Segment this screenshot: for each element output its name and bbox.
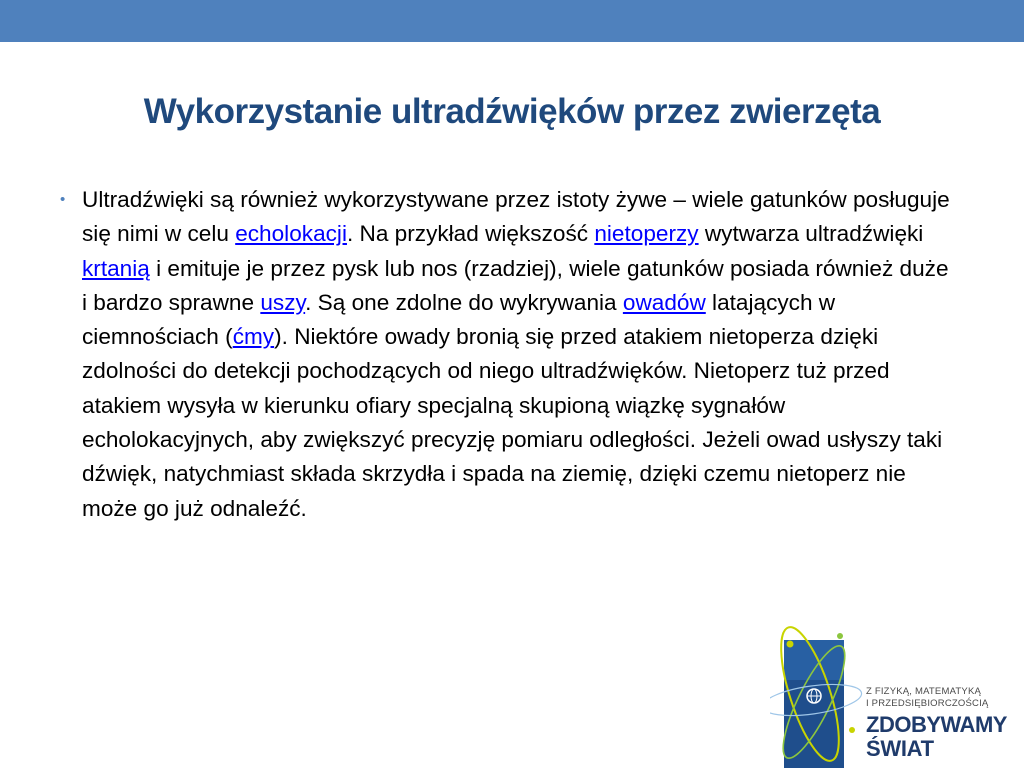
text-segment: ). Niektóre owady bronią się przed atakiem nietoperza dzięki zdolności do detekcji pochodzących od niego ultradźwięków. Nietoperz tuż przed atakiem wysyła w kierunku ofiary specjalną skupioną wiązkę sygnałów echolokacyjnych, aby zwiększyć precyzję pomiaru odległości. Jeżeli owad usłyszy taki dźwięk, natychmiast składa skrzydła i spada na ziemię, dzięki czemu nietoperz nie może go już odnaleźć.: [82, 324, 943, 521]
link-krtania[interactable]: krtanią: [82, 255, 150, 281]
link-nietoperzy[interactable]: nietoperzy: [594, 221, 699, 247]
logo-text-line-1: Z FIZYKĄ, MATEMATYKĄ: [866, 686, 982, 697]
logo-text-line-3: ZDOBYWAMY: [866, 712, 1007, 737]
link-owadow[interactable]: owadów: [622, 289, 706, 315]
link-echolokacji[interactable]: echolokacji: [235, 221, 347, 247]
text-segment: wytwarza ultradźwięki: [698, 221, 924, 247]
text-segment: . Są one zdolne do wykrywania: [305, 289, 623, 315]
project-logo: [770, 622, 1024, 768]
text-segment: latających w ciemnościach (: [82, 289, 836, 350]
link-uszy[interactable]: uszy: [260, 289, 306, 315]
top-bar: [0, 0, 1024, 42]
text-segment: i emituje je przez pysk lub nos (rzadziej), wiele gatunków posiada również duże i bardzo sprawne: [82, 255, 949, 315]
slide-title: Wykorzystanie ultradźwięków przez zwierzęta: [143, 92, 881, 131]
logo-text-line-2: I PRZEDSIĘBIORCZOŚCIĄ: [866, 698, 989, 709]
text-segment: Ultradźwięki są również wykorzystywane przez istoty żywe – wiele gatunków posługuje się nimi w celu: [82, 187, 950, 247]
text-segment: . Na przykład większość: [346, 221, 595, 247]
bullet-item: [60, 183, 950, 526]
link-cmy[interactable]: ćmy: [232, 324, 275, 350]
logo-text-line-4: ŚWIAT: [866, 736, 934, 761]
bullet-icon: •: [60, 191, 66, 208]
bullet-text: [82, 183, 950, 526]
slide-content: [60, 183, 950, 526]
